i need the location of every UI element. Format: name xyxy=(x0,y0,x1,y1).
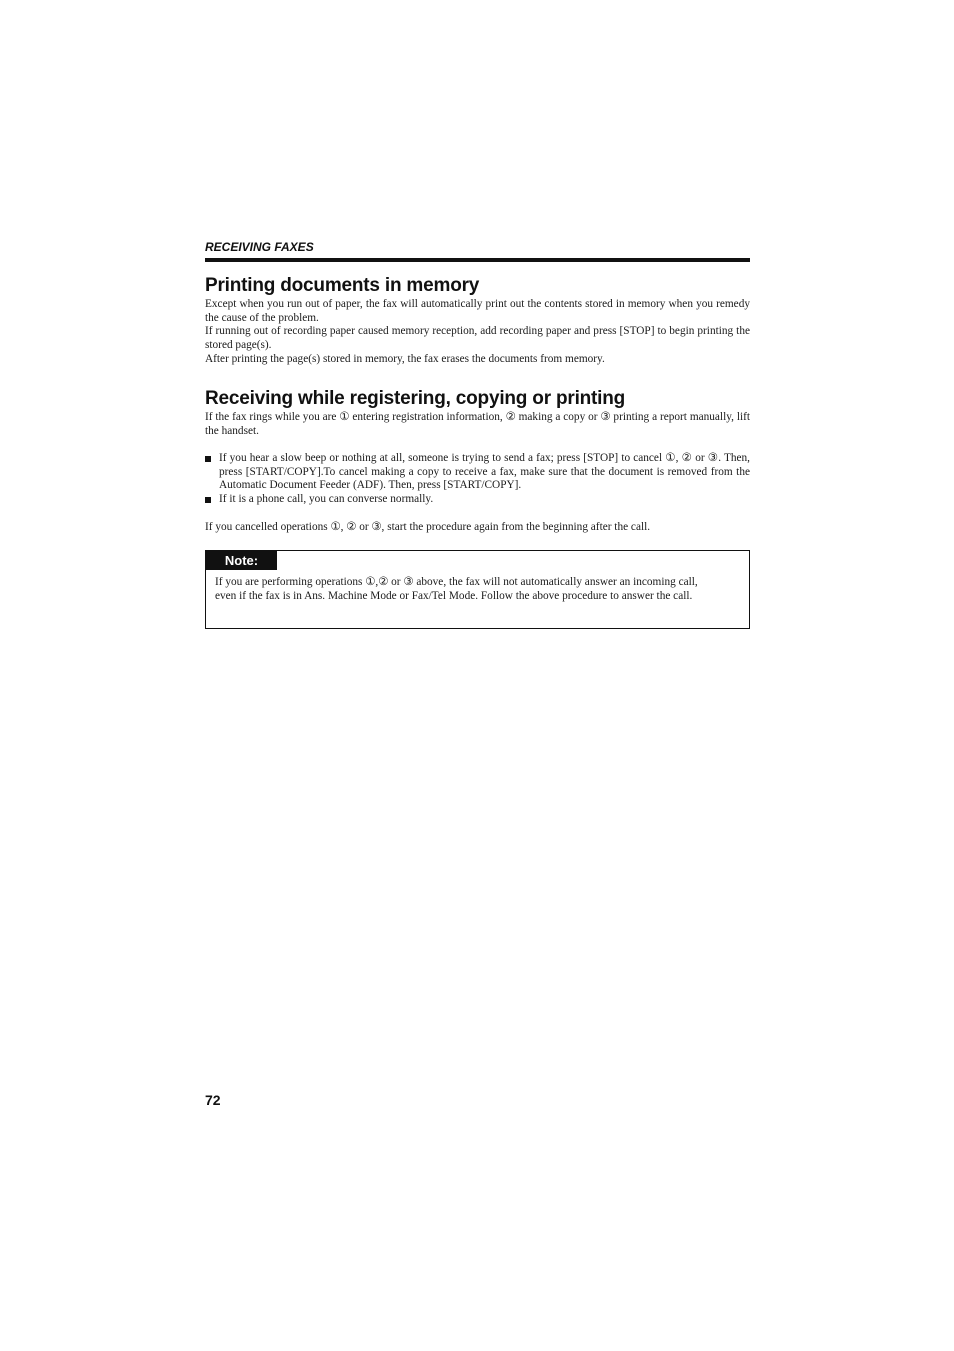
square-bullet-icon xyxy=(205,497,211,503)
note-label: Note: xyxy=(206,551,277,570)
paragraph: Except when you run out of paper, the fax will automatically print out the contents stored in memory when you remedy the cause of the problem. xyxy=(205,298,750,324)
list-item-text: If you hear a slow beep or nothing at all, someone is trying to send a fax; press [STOP] to cancel ①, ② or ③. Then, press [START/COPY].To cancel making a copy to receive a fax, make sure that the document is removed from the Automatic Document Feeder (ADF). Then, press [START/COPY]. xyxy=(219,452,750,492)
paragraph: If running out of recording paper caused memory reception, add recording paper and press [STOP] to begin printing the stored page(s). xyxy=(205,325,750,352)
paragraph: After printing the page(s) stored in memory, the fax erases the documents from memory. xyxy=(205,352,605,365)
note-text: If you are performing operations ①,② or ③ above, the fax will not automatically answer an incoming call, even if the fax is in Ans. Machine Mode or Fax/Tel Mode. Follow the above procedure to answer the call. xyxy=(215,576,698,602)
list-item xyxy=(205,452,750,493)
after-call-text: If you cancelled operations ①, ② or ③, start the procedure again from the beginning after the call. xyxy=(205,521,651,533)
printing-body xyxy=(205,298,750,367)
list-item-text: If it is a phone call, you can converse normally. xyxy=(219,493,434,506)
square-bullet-icon xyxy=(205,456,211,462)
page-number: 72 xyxy=(205,1092,221,1108)
note-box xyxy=(205,550,750,629)
section-heading-receiving: Receiving while registering, copying or printing xyxy=(205,388,626,409)
receiving-intro: If the fax rings while you are ① entering registration information, ② making a copy or ③ printing a report manually, lift the handset. xyxy=(205,411,750,437)
section-heading-printing: Printing documents in memory xyxy=(205,275,480,296)
header-rule xyxy=(205,258,750,262)
bullet-list xyxy=(205,452,750,507)
running-head: RECEIVING FAXES xyxy=(205,240,314,254)
list-item xyxy=(205,493,750,507)
